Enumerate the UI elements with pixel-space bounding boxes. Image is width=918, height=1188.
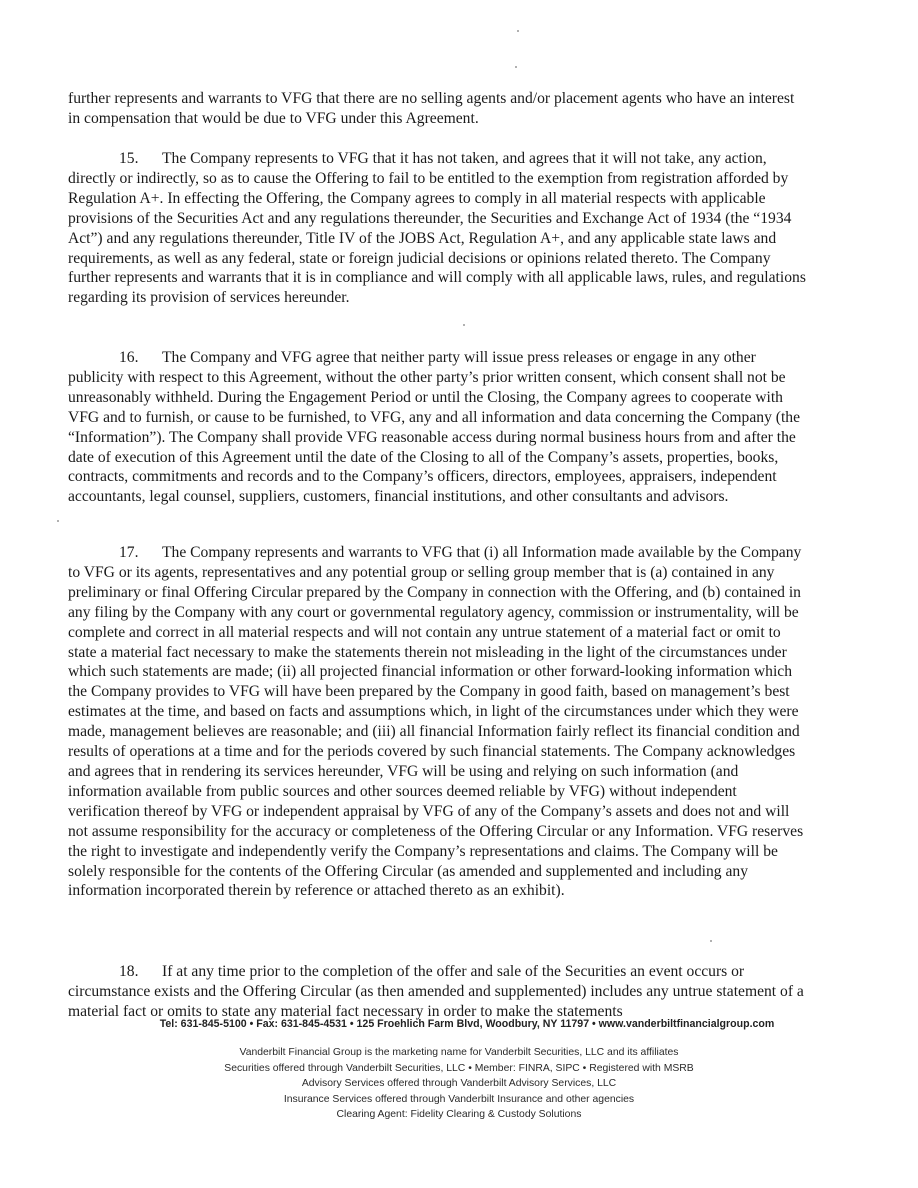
footer-contact-line: Tel: 631-845-5100 • Fax: 631-845-4531 • 125 Froehlich Farm Blvd, Woodbury, NY 11797 • www.vanderbiltfinancialgroup.com — [159, 1018, 775, 1030]
disclosure-line: Clearing Agent: Fidelity Clearing & Custody Solutions — [336, 1109, 582, 1121]
paragraph-15 — [68, 149, 806, 308]
paragraph-text: The Company represents and warrants to VFG that (i) all Information made available by the Company to VFG or its agents, representatives and any potential group or selling group member that is (a) contained in any preliminary or final Offering Circular prepared by the Company in connection with the Offering, and (b) contained in any filing by the Company with any court or governmental regulatory agency, commission or instrumentality, will be complete and correct in all material respects and will not contain any untrue statement of a material fact or omit to state a material fact necessary to make the statements therein not misleading in the light of the circumstances under which such statements are made; (ii) all projected financial information or other forward-looking information which the Company provides to VFG will have been prepared by the Company in good faith, based on management’s best estimates at the time, and based on facts and assumptions which, in light of the circumstances under which they were made, management believes are reasonable; and (iii) all financial Information fairly reflect its financial condition and results of operations at a time and for the periods covered by such financial statements. The Company acknowledges and agrees that in rendering its services hereunder, VFG will be using and relying on such information (and information available from public sources and other sources deemed reliable by VFG) without independent verification thereof by VFG or independent appraisal by VFG of any of the Company’s assets and does not and will not assume responsibility for the accuracy or completeness of the Offering Circular or any Information. VFG reserves the right to investigate and independently verify the Company’s representations and claims. The Company will be solely responsible for the contents of the Offering Circular (as amended and supplemented and including any information incorporated therein by reference or attached thereto as an exhibit). — [68, 544, 804, 900]
disclosure-line: Insurance Services offered through Vanderbilt Insurance and other agencies — [283, 1093, 635, 1105]
paragraph-number: 18. — [119, 963, 139, 980]
scan-speck — [517, 30, 519, 32]
paragraph-number: 16. — [119, 349, 139, 366]
paragraph-number: 17. — [119, 544, 139, 561]
disclosure-line: Vanderbilt Financial Group is the marketing name for Vanderbilt Securities, LLC and its affiliates — [239, 1047, 679, 1058]
paragraph-text: The Company and VFG agree that neither party will issue press releases or engage in any other publicity with respect to this Agreement, without the other party’s prior written consent, which consent shall not be unreasonably withheld. During the Engagement Period or until the Closing, the Company agrees to cooperate with VFG and to furnish, or cause to be furnished, to VFG, any and all information and data concerning the Company (the “Information”). The Company shall provide VFG reasonable access during normal business hours from and after the date of execution of this Agreement until the date of the Closing to all of the Company’s assets, properties, books, contracts, commitments and records and to the Company’s officers, directors, employees, appraisers, independent accountants, legal counsel, suppliers, customers, financial institutions, and other consultants and advisors. — [68, 349, 801, 506]
scan-speck — [515, 66, 517, 68]
scan-speck — [710, 940, 712, 942]
scan-speck — [57, 520, 59, 522]
paragraph-number: 15. — [119, 150, 139, 167]
paragraph-text: The Company represents to VFG that it has not taken, and agrees that it will not take, any action, directly or indirectly, so as to cause the Offering to fail to be entitled to the exemption from registration afforded by Regulation A+. In effecting the Offering, the Company agrees to comply in all material respects with applicable provisions of the Securities Act and any regulations thereunder, the Securities and Exchange Act of 1934 (the “1934 Act”) and any regulations thereunder, Title IV of the JOBS Act, Regulation A+, and any applicable state laws and requirements, as well as any federal, state or foreign judicial decisions or opinions related thereto. The Company further represents and warrants that it is in compliance and will comply with all applicable laws, rules, and regulations regarding its provision of services hereunder. — [68, 150, 806, 307]
scan-speck — [463, 324, 465, 326]
disclosure-line: Securities offered through Vanderbilt Securities, LLC • Member: FINRA, SIPC • Registered with MSRB — [224, 1062, 694, 1074]
intro-paragraph: further represents and warrants to VFG that there are no selling agents and/or placement agents who have an interest in compensation that would be due to VFG under this Agreement. — [68, 90, 795, 127]
paragraph-17 — [68, 543, 806, 901]
paragraph-text: If at any time prior to the completion of the offer and sale of the Securities an event occurs or circumstance exists and the Offering Circular (as then amended and supplemented) includes any untrue statement of a material fact or omits to state any material fact necessary in order to make the statements — [68, 963, 804, 1020]
disclosure-line: Advisory Services offered through Vanderbilt Advisory Services, LLC — [301, 1078, 617, 1090]
footer-disclosures — [0, 1045, 918, 1123]
paragraph-16 — [68, 348, 806, 507]
paragraph-18 — [68, 962, 806, 1022]
